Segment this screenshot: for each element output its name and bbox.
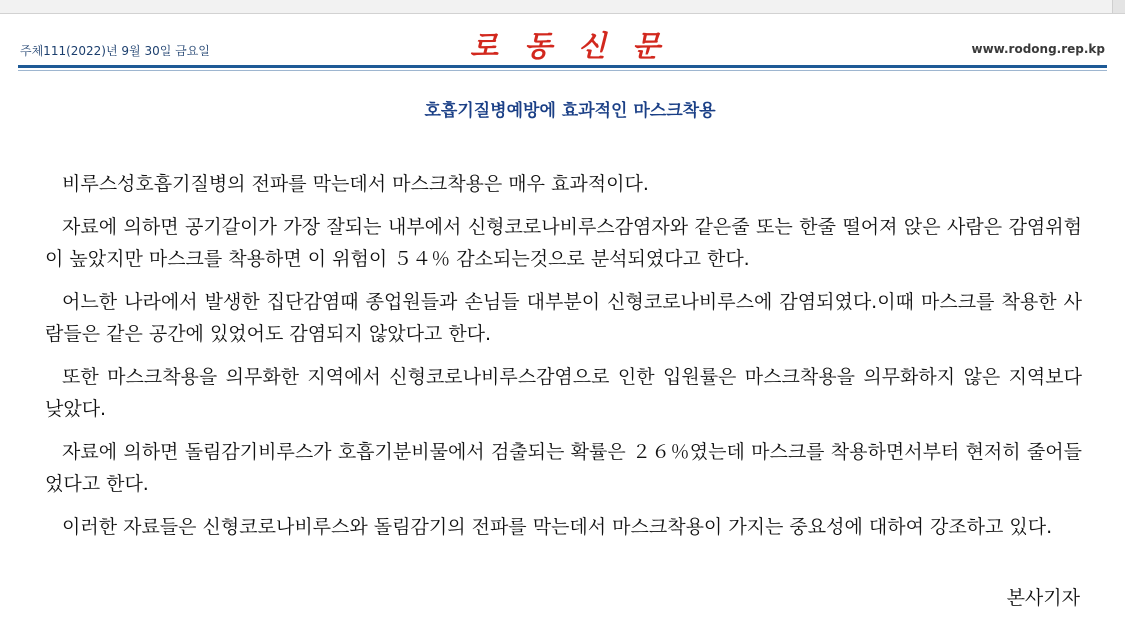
browser-top-strip	[0, 0, 1125, 14]
article-paragraph: 비루스성호흡기질병의 전파를 막는데서 마스크착용은 매우 효과적이다.	[62, 173, 649, 195]
header-divider-thin	[18, 70, 1107, 71]
masthead-logo[interactable]	[470, 24, 660, 64]
site-url[interactable]: www.rodong.rep.kp	[971, 42, 1105, 56]
article-paragraph: 자료에 의하면 돌림감기비루스가 호흡기분비물에서 검출되는 확률은 ２６％였는데 마스크를 착용하면서부터 현저히 줄어들었다고 한다.	[45, 441, 1082, 495]
article-title: 호흡기질병예방에 효과적인 마스크착용	[424, 101, 716, 121]
masthead-char-1: 로	[470, 28, 499, 63]
masthead-char-2: 동	[523, 28, 552, 63]
article-byline: 본사기자	[1006, 587, 1080, 609]
scrollbar-corner[interactable]	[1112, 0, 1125, 13]
article-paragraph: 또한 마스크착용을 의무화한 지역에서 신형코로나비루스감염으로 인한 입원률은 마스크착용을 의무화하지 않은 지역보다 낮았다.	[45, 366, 1082, 420]
issue-date: 주체111(2022)년 9월 30일 금요일	[20, 44, 210, 58]
masthead-char-3: 신	[577, 28, 606, 63]
article-paragraph: 어느한 나라에서 발생한 집단감염때 종업원들과 손님들 대부분이 신형코로나비루스에 감염되였다.이때 마스크를 착용한 사람들은 같은 공간에 있었어도 감염되지 않았다고 한다.	[45, 291, 1082, 345]
article-body	[45, 168, 1082, 554]
header-divider-thick	[18, 65, 1107, 68]
article-paragraph: 자료에 의하면 공기갈이가 가장 잘되는 내부에서 신형코로나비루스감염자와 같은줄 또는 한줄 떨어져 앉은 사람은 감염위험이 높았지만 마스크를 착용하면 이 위험이 ５４％ 감소되는것으로 분석되였다고 한다.	[45, 216, 1082, 270]
article-paragraph: 이러한 자료들은 신형코로나비루스와 돌림감기의 전파를 막는데서 마스크착용이 가지는 중요성에 대하여 강조하고 있다.	[62, 516, 1053, 538]
masthead-char-4: 문	[631, 28, 660, 63]
